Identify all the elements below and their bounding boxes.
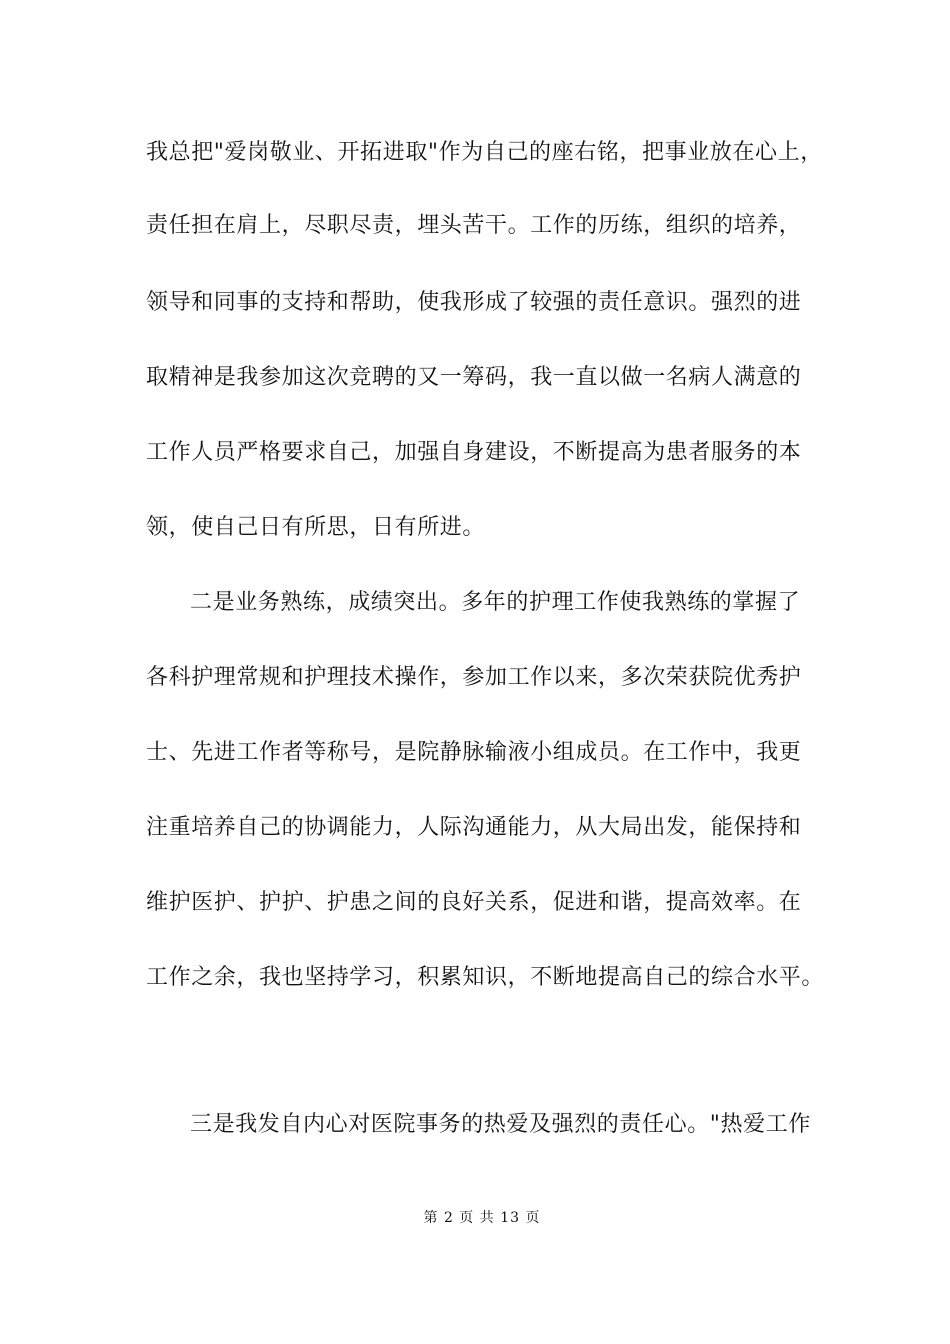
page-number: 第 2 页 共 13 页 — [423, 1210, 541, 1226]
text-line: 工作人员严格要求自己，加强自身建设，不断提高为患者服务的本 — [146, 440, 802, 465]
paragraph-start-line: 二是业务熟练，成绩突出。多年的护理工作使我熟练的掌握了 — [190, 590, 801, 615]
text-line: 领导和同事的支持和帮助，使我形成了较强的责任意识。强烈的进 — [146, 290, 802, 315]
text-line: 我总把"爱岗敬业、开拓进取"作为自己的座右铭，把事业放在心上， — [146, 140, 823, 165]
text-line: 维护医护、护护、护患之间的良好关系，促进和谐，提高效率。在 — [146, 890, 802, 915]
text-line: 士、先进工作者等称号，是院静脉输液小组成员。在工作中，我更 — [146, 740, 802, 765]
page-footer — [0, 1208, 950, 1228]
text-line: 领，使自己日有所思，日有所进。 — [146, 515, 486, 540]
text-line: 工作之余，我也坚持学习，积累知识，不断地提高自己的综合水平。 — [146, 965, 825, 990]
paragraph-start-line: 三是我发自内心对医院事务的热爱及强烈的责任心。"热爱工作 — [190, 1112, 811, 1137]
text-line: 取精神是我参加这次竞聘的又一筹码，我一直以做一名病人满意的 — [146, 365, 802, 390]
text-line: 注重培养自己的协调能力，人际沟通能力，从大局出发，能保持和 — [146, 815, 802, 840]
text-line: 责任担在肩上，尽职尽责，埋头苦干。工作的历练，组织的培养， — [146, 213, 802, 238]
text-line: 各科护理常规和护理技术操作，参加工作以来，多次荣获院优秀护 — [146, 665, 802, 690]
